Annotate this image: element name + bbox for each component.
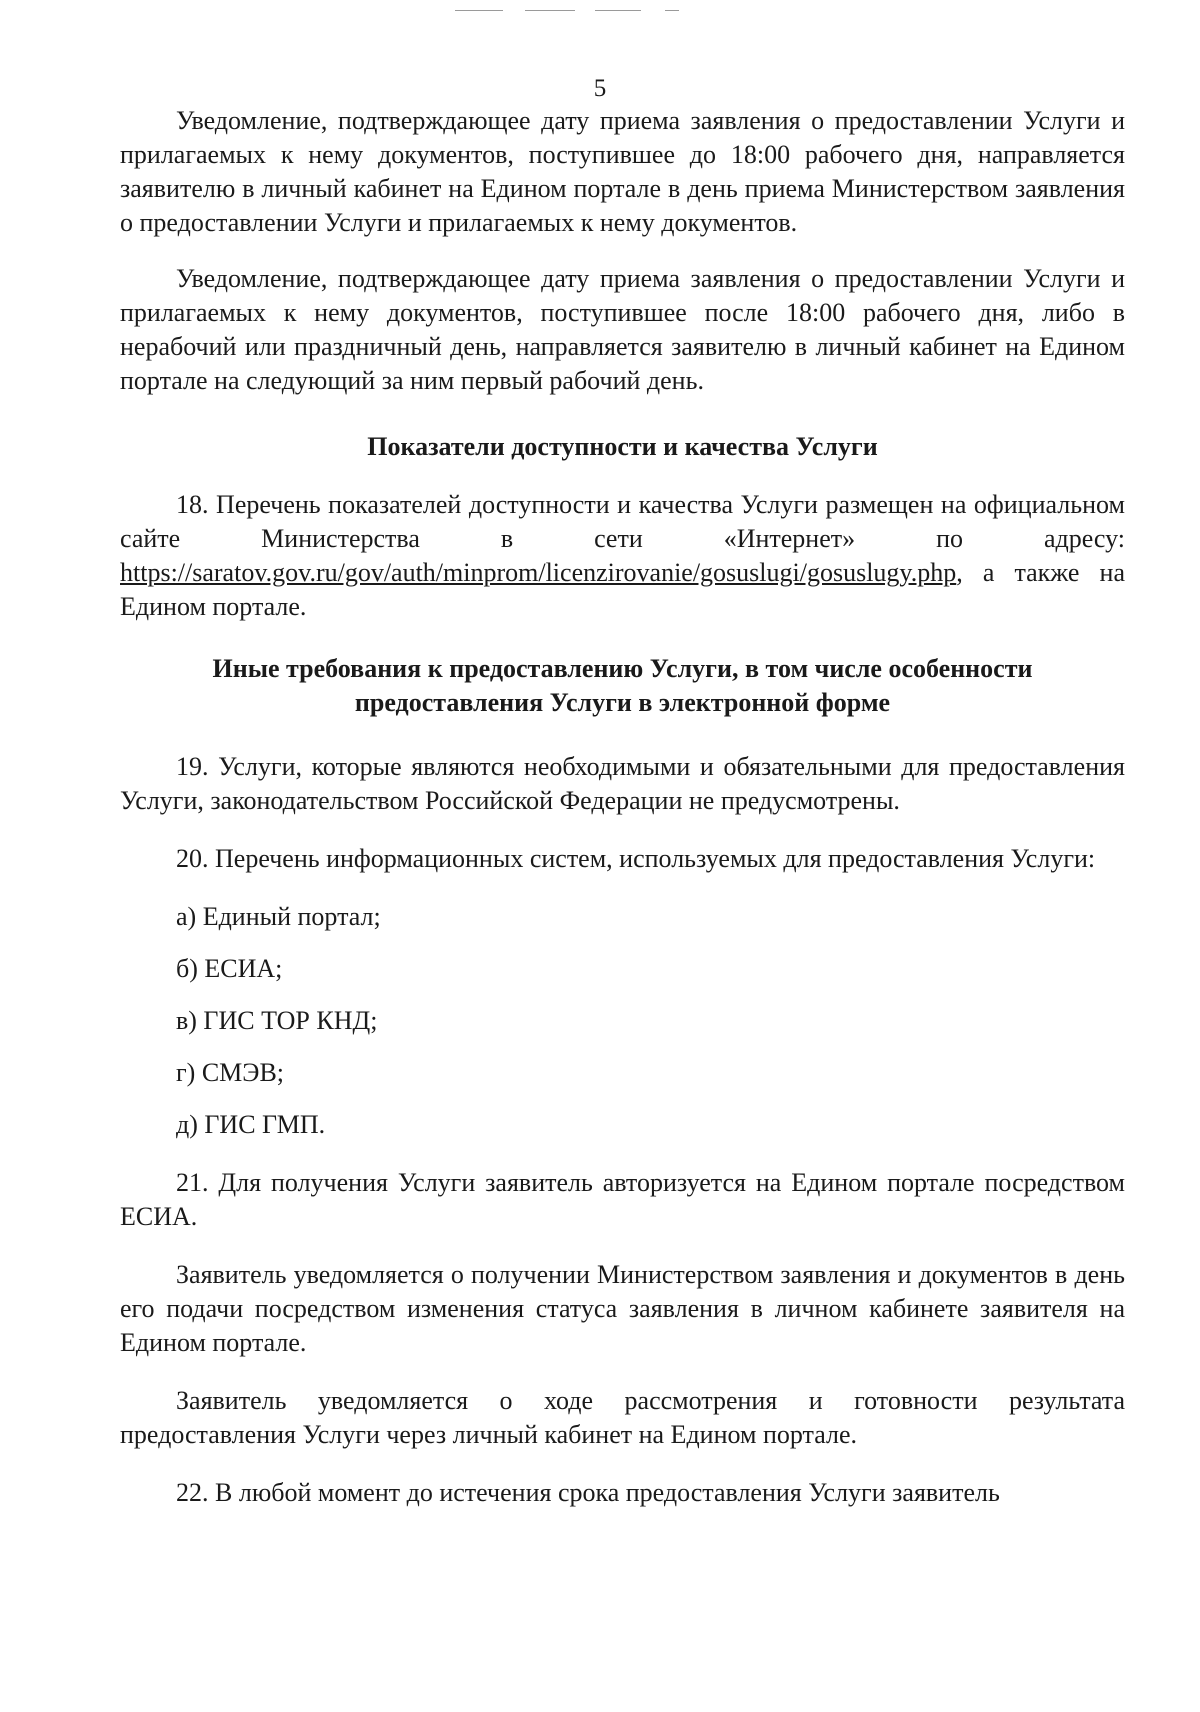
- section-heading-line-2: предоставления Услуги в электронной форме: [354, 688, 891, 717]
- list-item-v: в) ГИС ТОР КНД;: [176, 1006, 378, 1035]
- section-heading-line-1: Иные требования к предоставлению Услуги, в том числе особенности: [212, 654, 1033, 683]
- paragraph-21: 21. Для получения Услуги заявитель авторизуется на Едином портале посредством ЕСИА.: [120, 1168, 1125, 1231]
- document-body: [120, 104, 1125, 1510]
- paragraph-18-tail: , а также на Едином портале.: [120, 558, 1125, 621]
- section-heading-accessibility: Показатели доступности и качества Услуги: [367, 432, 878, 461]
- list-item-b: б) ЕСИА;: [176, 954, 283, 983]
- paragraph-19: 19. Услуги, которые являются необходимыми и обязательными для предоставления Услуги, законодательством Российской Федерации не предусмотрены.: [120, 752, 1125, 815]
- section-heading-other-requirements: [120, 652, 1125, 720]
- paragraph-22: 22. В любой момент до истечения срока предоставления Услуги заявитель: [176, 1478, 1000, 1507]
- paragraph-21-receipt-notice: Заявитель уведомляется о получении Министерством заявления и документов в день его подачи посредством изменения статуса заявления в личном кабинете заявителя на Едином портале.: [120, 1260, 1125, 1357]
- paragraph-notification-before-18: Уведомление, подтверждающее дату приема заявления о предоставлении Услуги и прилагаемых к нему документов, поступившее до 18:00 рабочего дня, направляется заявителю в личный кабинет на Едином портале в день приема Министерством заявления о предоставлении Услуги и прилагаемых к нему документов.: [120, 106, 1125, 237]
- paragraph-20: 20. Перечень информационных систем, используемых для предоставления Услуги:: [176, 844, 1096, 873]
- paragraph-21-progress-notice: Заявитель уведомляется о ходе рассмотрения и готовности результата предоставления Услуги через личный кабинет на Едином портале.: [120, 1386, 1125, 1449]
- page-number: 5: [593, 75, 607, 102]
- ministry-website-link[interactable]: https://saratov.gov.ru/gov/auth/minprom/licenzirovanie/gosuslugi/gosuslugy.php: [120, 558, 957, 587]
- list-item-a: а) Единый портал;: [176, 902, 381, 931]
- paragraph-18: [120, 488, 1125, 624]
- paragraph-notification-after-18: Уведомление, подтверждающее дату приема заявления о предоставлении Услуги и прилагаемых к нему документов, поступившее после 18:00 рабочего дня, либо в нерабочий или праздничный день, направляется заявителю в личный кабинет на Едином портале на следующий за ним первый рабочий день.: [120, 264, 1125, 395]
- list-item-g: г) СМЭВ;: [176, 1058, 285, 1087]
- list-item-d: д) ГИС ГМП.: [176, 1110, 326, 1139]
- scan-artifact-marks: [455, 8, 755, 14]
- paragraph-18-text: 18. Перечень показателей доступности и качества Услуги размещен на официальном сайте Министерства в сети «Интернет» по адресу:: [120, 490, 1125, 553]
